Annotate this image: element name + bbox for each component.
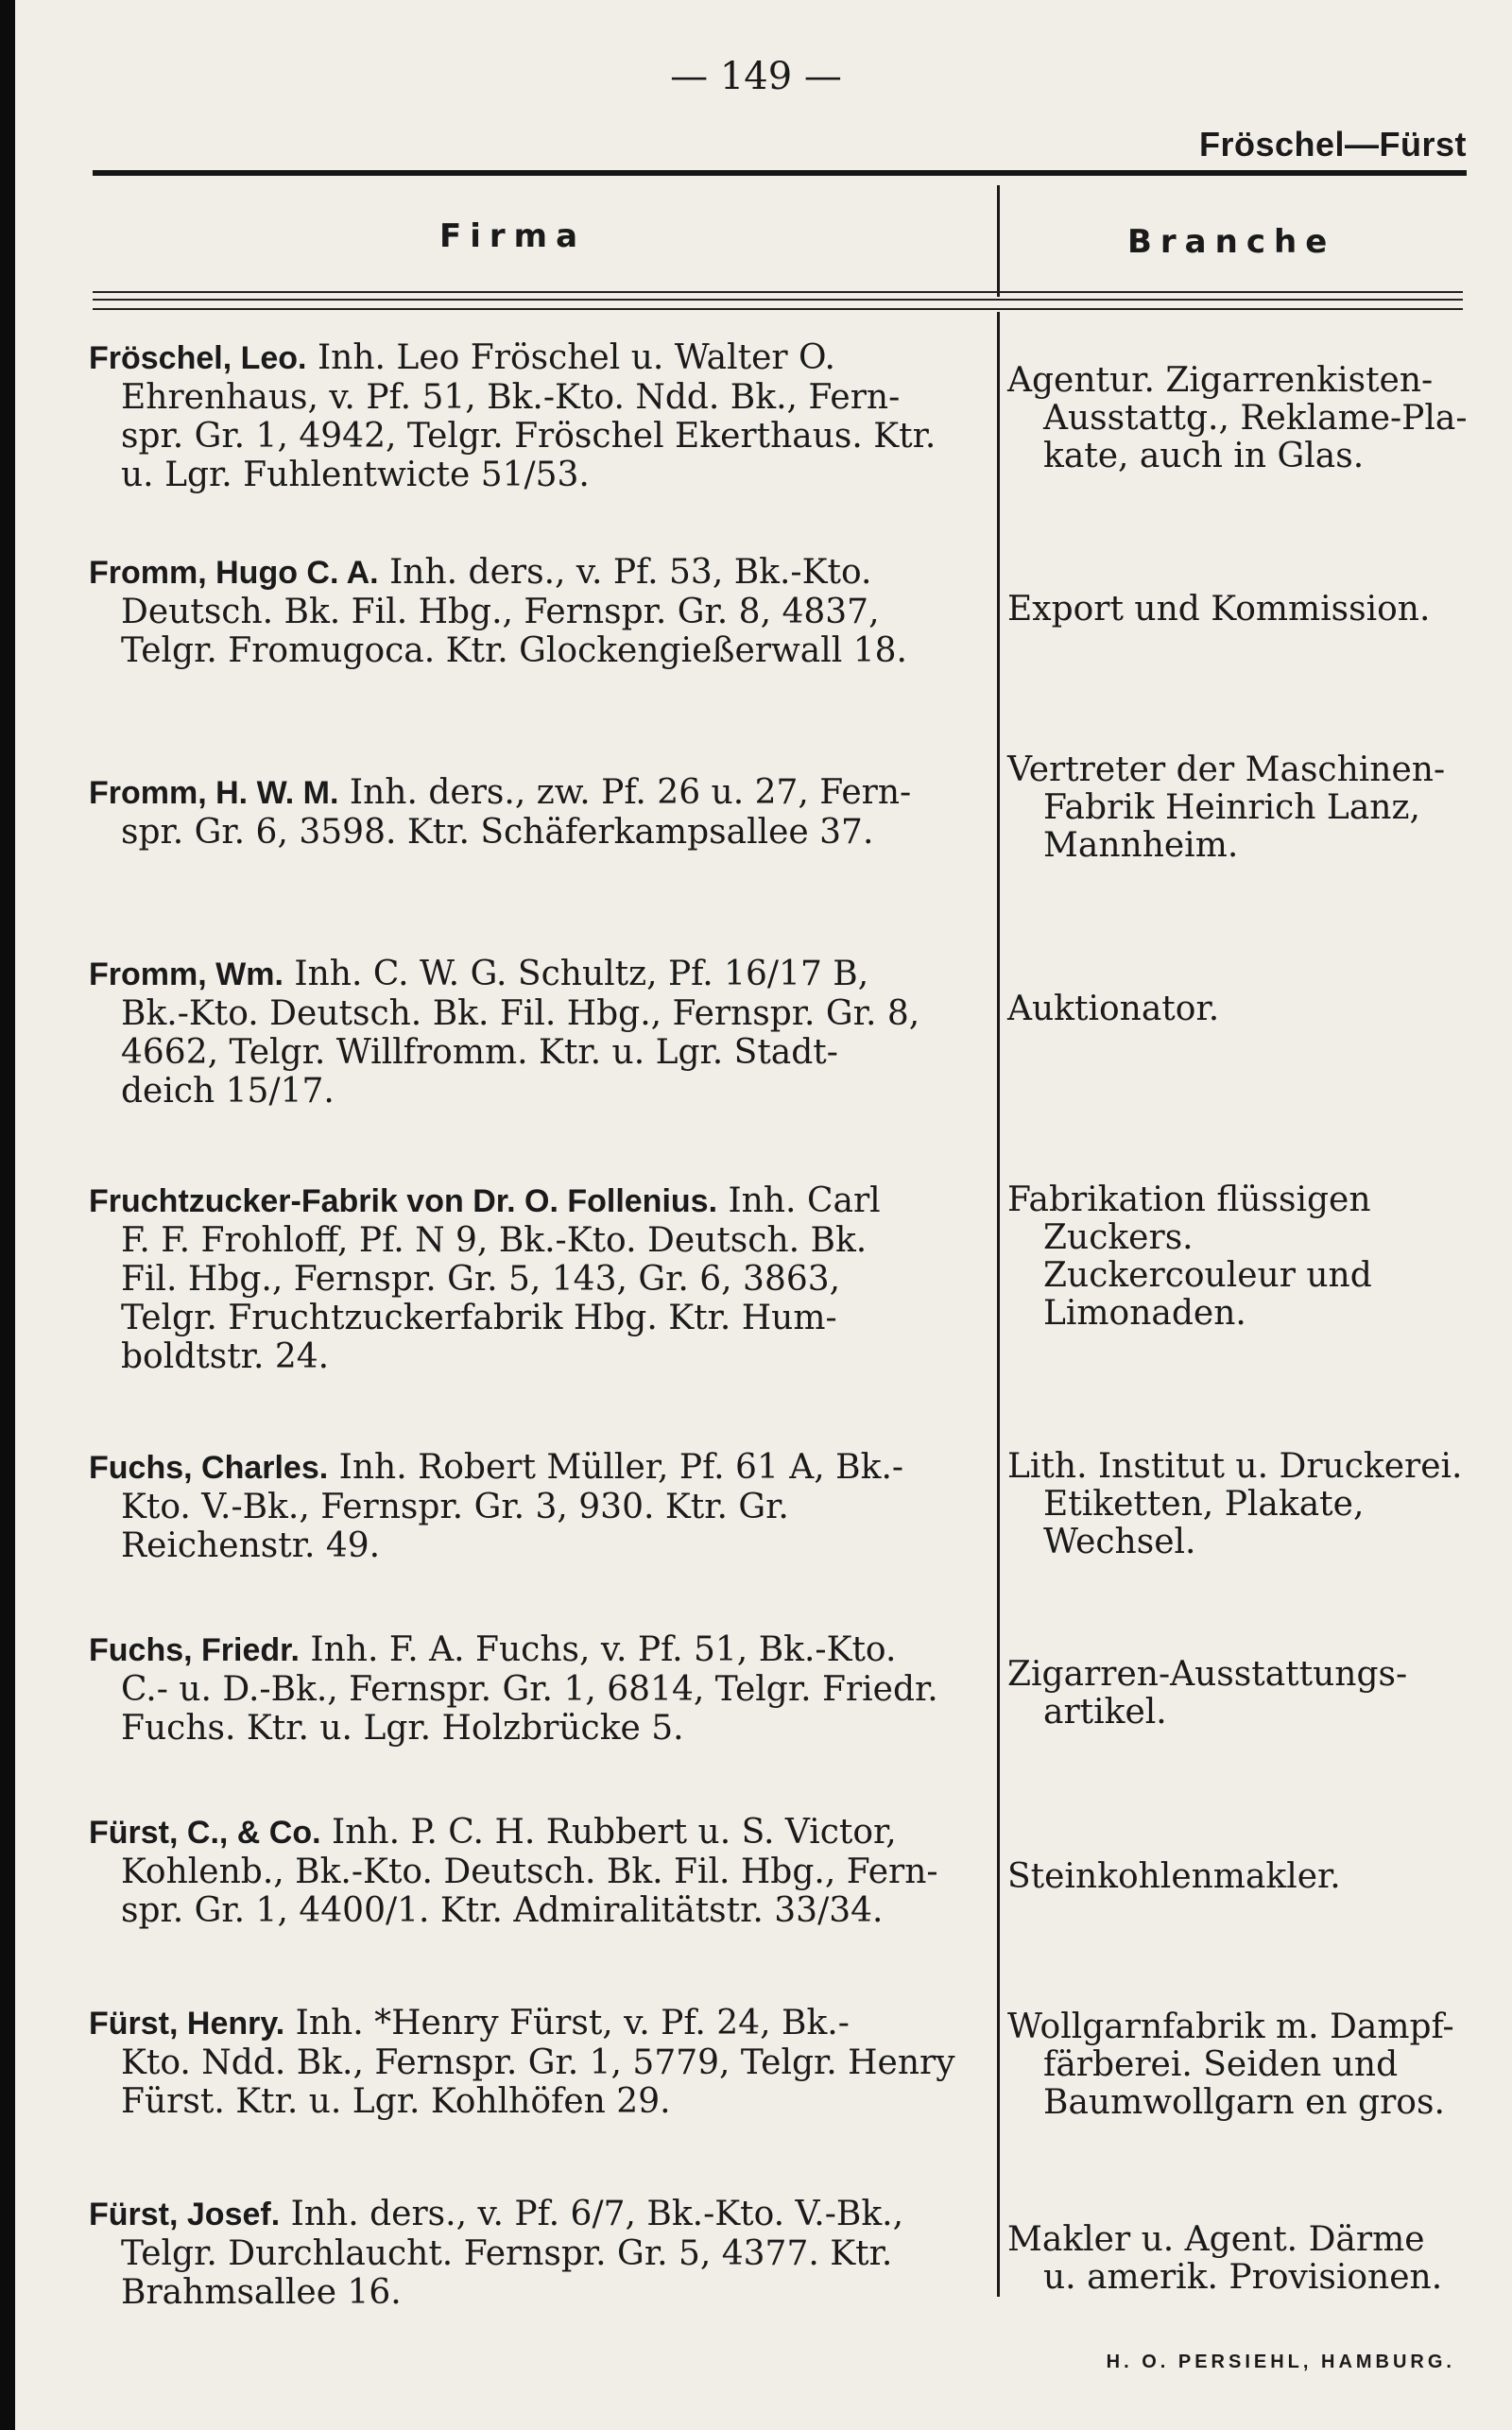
firm-name: Fürst, C., & Co. [89, 1815, 321, 1851]
firm-detail: spr. Gr. 1, 4942, Telgr. Fröschel Ekerthaus. Ktr. [121, 417, 936, 456]
firm-detail: Telgr. Durchlaucht. Fernspr. Gr. 5, 4377. Ktr. [121, 2234, 893, 2273]
firm-name: Fuchs, Friedr. [89, 1632, 300, 1668]
branch-line: Etiketten, Plakate, [1043, 1485, 1365, 1524]
firm-detail: Ehrenhaus, v. Pf. 51, Bk.-Kto. Ndd. Bk., Fern- [121, 378, 901, 417]
branch-line: Fabrikation flüssigen [1007, 1181, 1371, 1219]
firm-name: Fuchs, Charles. [89, 1450, 329, 1486]
firm-detail: Brahmsallee 16. [121, 2273, 402, 2312]
branch-line: Limonaden. [1043, 1294, 1246, 1333]
printer-imprint: H. O. PERSIEHL, HAMBURG. [1106, 2352, 1455, 2372]
firm-detail: 4662, Telgr. Willfromm. Ktr. u. Lgr. Stadt- [121, 1033, 838, 1072]
entry-fromm-wm [89, 955, 977, 1111]
branch-fuerst-josef [1007, 2221, 1470, 2297]
entry-fuerst-josef [89, 2195, 977, 2312]
firm-detail: Fürst. Ktr. u. Lgr. Kohlhöfen 29. [121, 2082, 671, 2121]
branch-line: Mannheim. [1043, 826, 1239, 865]
firm-name: Fröschel, Leo. [89, 340, 307, 376]
firm-detail: Inh. F. A. Fuchs, v. Pf. 51, Bk.-Kto. [299, 1630, 897, 1669]
entry-fruchtzucker-fabrik [89, 1181, 977, 1376]
branch-line: Vertreter der Maschinen- [1007, 750, 1446, 789]
firm-detail: Inh. Robert Müller, Pf. 61 A, Bk.- [328, 1448, 904, 1487]
branch-line: Auktionator. [1007, 990, 1220, 1028]
firm-detail: Fil. Hbg., Fernspr. Gr. 5, 143, Gr. 6, 3863, [121, 1260, 841, 1299]
entry-fromm-hwm [89, 773, 977, 852]
firm-detail: Inh. ders., v. Pf. 6/7, Bk.-Kto. V.-Bk., [280, 2195, 904, 2233]
page-number: — 149 — [670, 55, 842, 98]
column-divider [997, 312, 1000, 2297]
firm-detail: Inh. ders., zw. Pf. 26 u. 27, Fern- [338, 773, 912, 812]
branch-line: Fabrik Heinrich Lanz, [1043, 788, 1420, 827]
branch-line: Ausstattg., Reklame-Pla- [1043, 399, 1468, 438]
branch-line: kate, auch in Glas. [1043, 437, 1365, 475]
branch-fromm-hugo [1007, 591, 1470, 629]
firm-detail: boldtstr. 24. [121, 1337, 330, 1376]
firm-detail: Fuchs. Ktr. u. Lgr. Holzbrücke 5. [121, 1709, 684, 1748]
firm-detail: Telgr. Fruchtzuckerfabrik Hbg. Ktr. Hum- [121, 1299, 837, 1337]
entry-fromm-hugo [89, 553, 977, 670]
branch-line: Makler u. Agent. Därme [1007, 2220, 1425, 2259]
branch-line: Zuckercouleur und [1043, 1256, 1372, 1295]
firm-detail: spr. Gr. 6, 3598. Ktr. Schäferkampsallee 37. [121, 813, 874, 852]
header-rule [93, 170, 1467, 176]
branch-line: Zuckers. [1043, 1218, 1194, 1257]
branch-fromm-hwm [1007, 751, 1470, 865]
branch-line: Zigarren-Ausstattungs- [1007, 1655, 1408, 1694]
branch-fuchs-charles [1007, 1448, 1470, 1561]
entry-fuchs-friedr [89, 1630, 977, 1748]
branch-line: Wechsel. [1043, 1523, 1196, 1561]
firm-name: Fromm, Wm. [89, 956, 284, 992]
entry-fuerst-c-co [89, 1813, 977, 1930]
firm-detail: Inh. ders., v. Pf. 53, Bk.-Kto. [378, 553, 872, 592]
firm-detail: Deutsch. Bk. Fil. Hbg., Fernspr. Gr. 8, 4837, [121, 593, 880, 631]
firm-detail: Inh. P. C. H. Rubbert u. S. Victor, [320, 1813, 897, 1852]
firm-detail: C.- u. D.-Bk., Fernspr. Gr. 1, 6814, Telgr. Friedr. [121, 1670, 938, 1709]
firm-detail: Inh. *Henry Fürst, v. Pf. 24, Bk.- [284, 2004, 850, 2042]
firm-detail: deich 15/17. [121, 1072, 335, 1111]
branch-line: artikel. [1043, 1693, 1167, 1732]
branch-line: Agentur. Zigarrenkisten- [1007, 361, 1434, 400]
firm-detail: spr. Gr. 1, 4400/1. Ktr. Admiralitätstr. 33/34. [121, 1891, 884, 1930]
entry-fuchs-charles [89, 1448, 977, 1565]
heading-branche: Branche [1127, 223, 1336, 261]
firm-detail: u. Lgr. Fuhlentwicte 51/53. [121, 456, 590, 494]
firm-detail: Reichenstr. 49. [121, 1526, 381, 1565]
branch-fuerst-henry [1007, 2008, 1470, 2122]
entry-fuerst-henry [89, 2004, 977, 2121]
firm-detail: Inh. Leo Fröschel u. Walter O. [306, 338, 835, 377]
firm-detail: F. F. Frohloff, Pf. N 9, Bk.-Kto. Deutsch. Bk. [121, 1221, 868, 1260]
branch-fuchs-friedr [1007, 1656, 1470, 1732]
branch-fuerst-c-co [1007, 1858, 1470, 1896]
heading-column-divider [997, 185, 1000, 297]
book-binding-edge [0, 0, 15, 2430]
branch-line: Baumwollgarn en gros. [1043, 2083, 1445, 2122]
entry-froeschel-leo [89, 338, 977, 494]
branch-line: Lith. Institut u. Druckerei. [1007, 1447, 1463, 1486]
firm-detail: Kohlenb., Bk.-Kto. Deutsch. Bk. Fil. Hbg., Fern- [121, 1853, 938, 1891]
branch-line: Steinkohlenmakler. [1007, 1857, 1341, 1896]
firm-name: Fromm, Hugo C. A. [89, 555, 379, 591]
firm-detail: Inh. Carl [717, 1181, 881, 1220]
branch-line: Wollgarnfabrik m. Dampf- [1007, 2008, 1454, 2046]
firm-detail: Bk.-Kto. Deutsch. Bk. Fil. Hbg., Fernspr. Gr. 8, [121, 994, 920, 1033]
heading-rule-middle [93, 299, 1463, 301]
branch-line: u. amerik. Provisionen. [1043, 2258, 1443, 2297]
firm-name: Fromm, H. W. M. [89, 775, 339, 811]
branch-froeschel-leo [1007, 362, 1470, 475]
firm-name: Fürst, Henry. [89, 2006, 285, 2042]
firm-detail: Inh. C. W. G. Schultz, Pf. 16/17 B, [283, 955, 869, 993]
branch-fruchtzucker-fabrik [1007, 1181, 1470, 1333]
firm-name: Fruchtzucker-Fabrik von Dr. O. Follenius. [89, 1183, 718, 1219]
branch-line: Export und Kommission. [1007, 590, 1431, 629]
heading-rule-upper [93, 291, 1463, 293]
heading-rule-lower [93, 308, 1463, 310]
firm-detail: Kto. V.-Bk., Fernspr. Gr. 3, 930. Ktr. Gr. [121, 1488, 789, 1526]
firm-name: Fürst, Josef. [89, 2197, 281, 2232]
branch-line: färberei. Seiden und [1043, 2045, 1399, 2084]
firm-detail: Telgr. Fromugoca. Ktr. Glockengießerwall 18. [121, 631, 907, 670]
firm-detail: Kto. Ndd. Bk., Fernspr. Gr. 1, 5779, Telgr. Henry [121, 2043, 955, 2082]
running-head: Fröschel—Fürst [1198, 125, 1467, 164]
heading-firma: Firma [439, 217, 587, 255]
branch-fromm-wm [1007, 991, 1470, 1028]
